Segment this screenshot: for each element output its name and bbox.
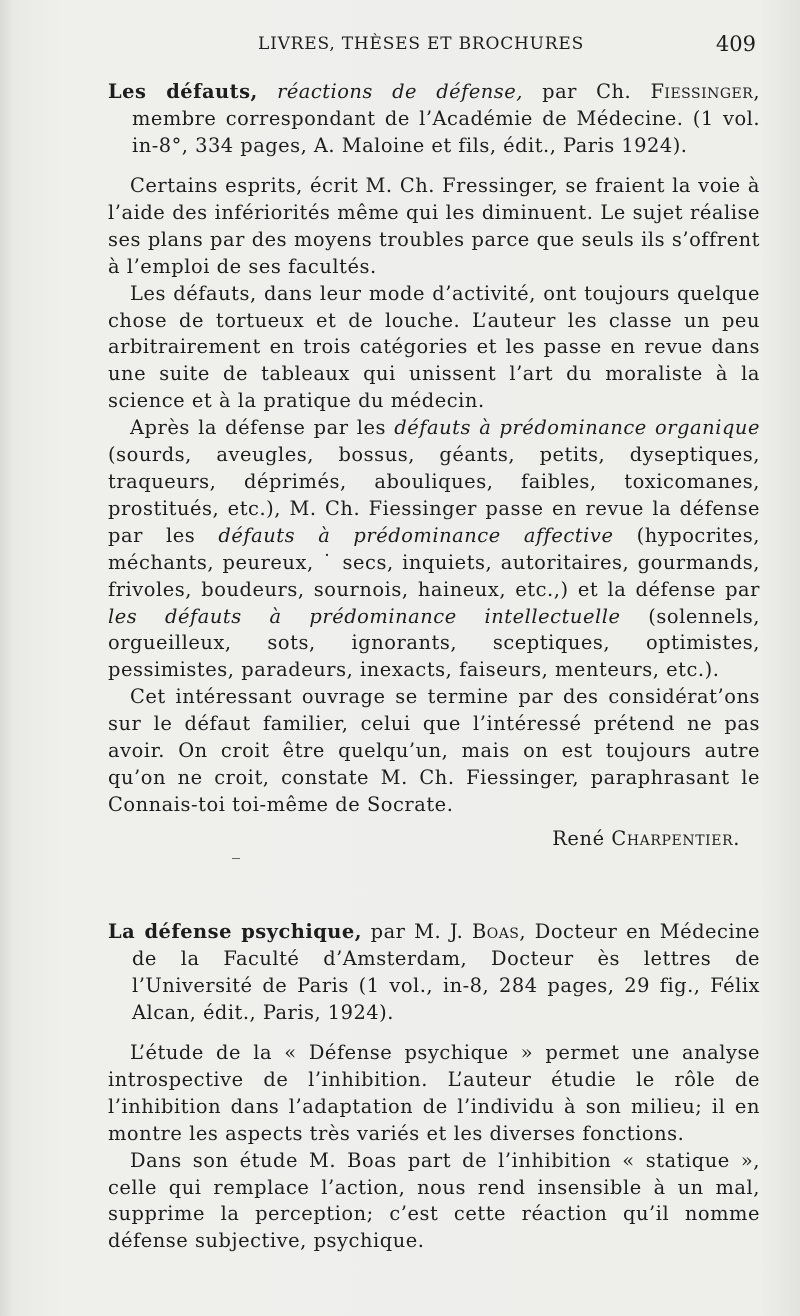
category-term: les défauts à prédominance intellectuelle [108,604,621,628]
reviewer-first-name: René [552,826,612,850]
paragraph-text: (solennels, orgueilleux, sots, ignorants, sceptiques, optimistes, pessimistes, paradeurs, inexacts, faiseurs, menteurs, etc.). [108,604,760,682]
paragraph-text: (sourds, aveugles, bossus, géants, petits, dyseptiques, traqueurs, déprimés, abouliques, faibles, toxicomanes, prostitués, etc.), M. Ch. Fiessinger passe en revue la défense par les [108,443,760,547]
reviewer-last-name: Charpentier. [611,826,740,850]
category-term: défauts à prédominance organique [394,416,760,440]
review-les-defauts [108,78,760,850]
category-term: défauts à prédominance affective [218,523,614,547]
review-paragraph: L’étude de la « Défense psychique » permet une analyse introspective de l’inhibition. L’auteur étudie le rôle de l’inhibition dans l’adaptation de l’individu à son milieu; il en montre les aspects très variés et les diverses fonctions. [108,1041,760,1145]
book-author: Fiessinger [650,80,754,103]
citation-details: , Docteur en Médecine de la Faculté d’Amsterdam, Docteur ès lettres de l’Université de Paris (1 vol., in-8, 284 pages, 29 fig., Félix Alcan, édit., Paris, 1924). [132,920,760,1024]
review-la-defense-psychique [108,918,760,1255]
citation-details: , membre correspondant de l’Académie de Médecine. (1 vol. in-8°, 334 pages, A. Maloine et fils, édit., Paris 1924). [132,80,760,157]
review-citation [108,78,760,159]
review-paragraph: Certains esprits, écrit M. Ch. Fressinger, se fraient la voie à l’aide des infériorités même qui les diminuent. Le sujet réalise ses plans par des moyens troubles parce que seuls ils s’offrent à l’emploi de ses facultés. [108,174,760,278]
running-title: LIVRES, THÈSES ET BROCHURES [258,34,585,54]
book-title: La défense psychique, [108,920,362,943]
book-author: Boas [471,920,520,943]
review-paragraph: Dans son étude M. Boas part de l’inhibition « statique », celle qui remplace l’action, nous rend insensible à un mal, supprime la perception; c’est cette réaction qu’il nomme défense subjective, psychique. [108,1148,760,1253]
citation-by: par Ch. [522,80,651,103]
book-title: Les défauts, [108,80,258,103]
review-paragraph [108,415,760,684]
paragraph-text: Après la défense par les [130,416,395,440]
page-header [0,34,800,60]
page-number: 409 [715,32,756,56]
book-subtitle: réactions de défense, [277,80,523,103]
review-paragraph: Les défauts, dans leur mode d’activité, ont toujours quelque chose de tortueux et de louche. L’auteur les classe un peu arbitrairement en trois catégories et les passe en revue dans une suite de tableaux qui unissent l’art du moraliste à la science et à la pratique du médecin. [108,281,760,413]
reviewer-signature [108,827,760,850]
review-citation [108,918,760,1026]
separator-dash [232,858,240,859]
citation-by: par M. J. [361,920,472,943]
paragraph-text: (hypocrites, méchants, peureux, ˙ secs, inquiets, autoritaires, gourmands, frivoles, boudeurs, sournois, haineux, etc.,) et la défense par [108,523,760,601]
review-paragraph: Cet intéressant ouvrage se termine par des considérat’ons sur le défaut familier, celui que l’intéressé prétend ne pas avoir. On croit être quelqu’un, mais on est toujours autre qu’on ne croit, constate M. Ch. Fiessinger, paraphrasant le Connais-toi toi-même de Socrate. [108,685,760,816]
